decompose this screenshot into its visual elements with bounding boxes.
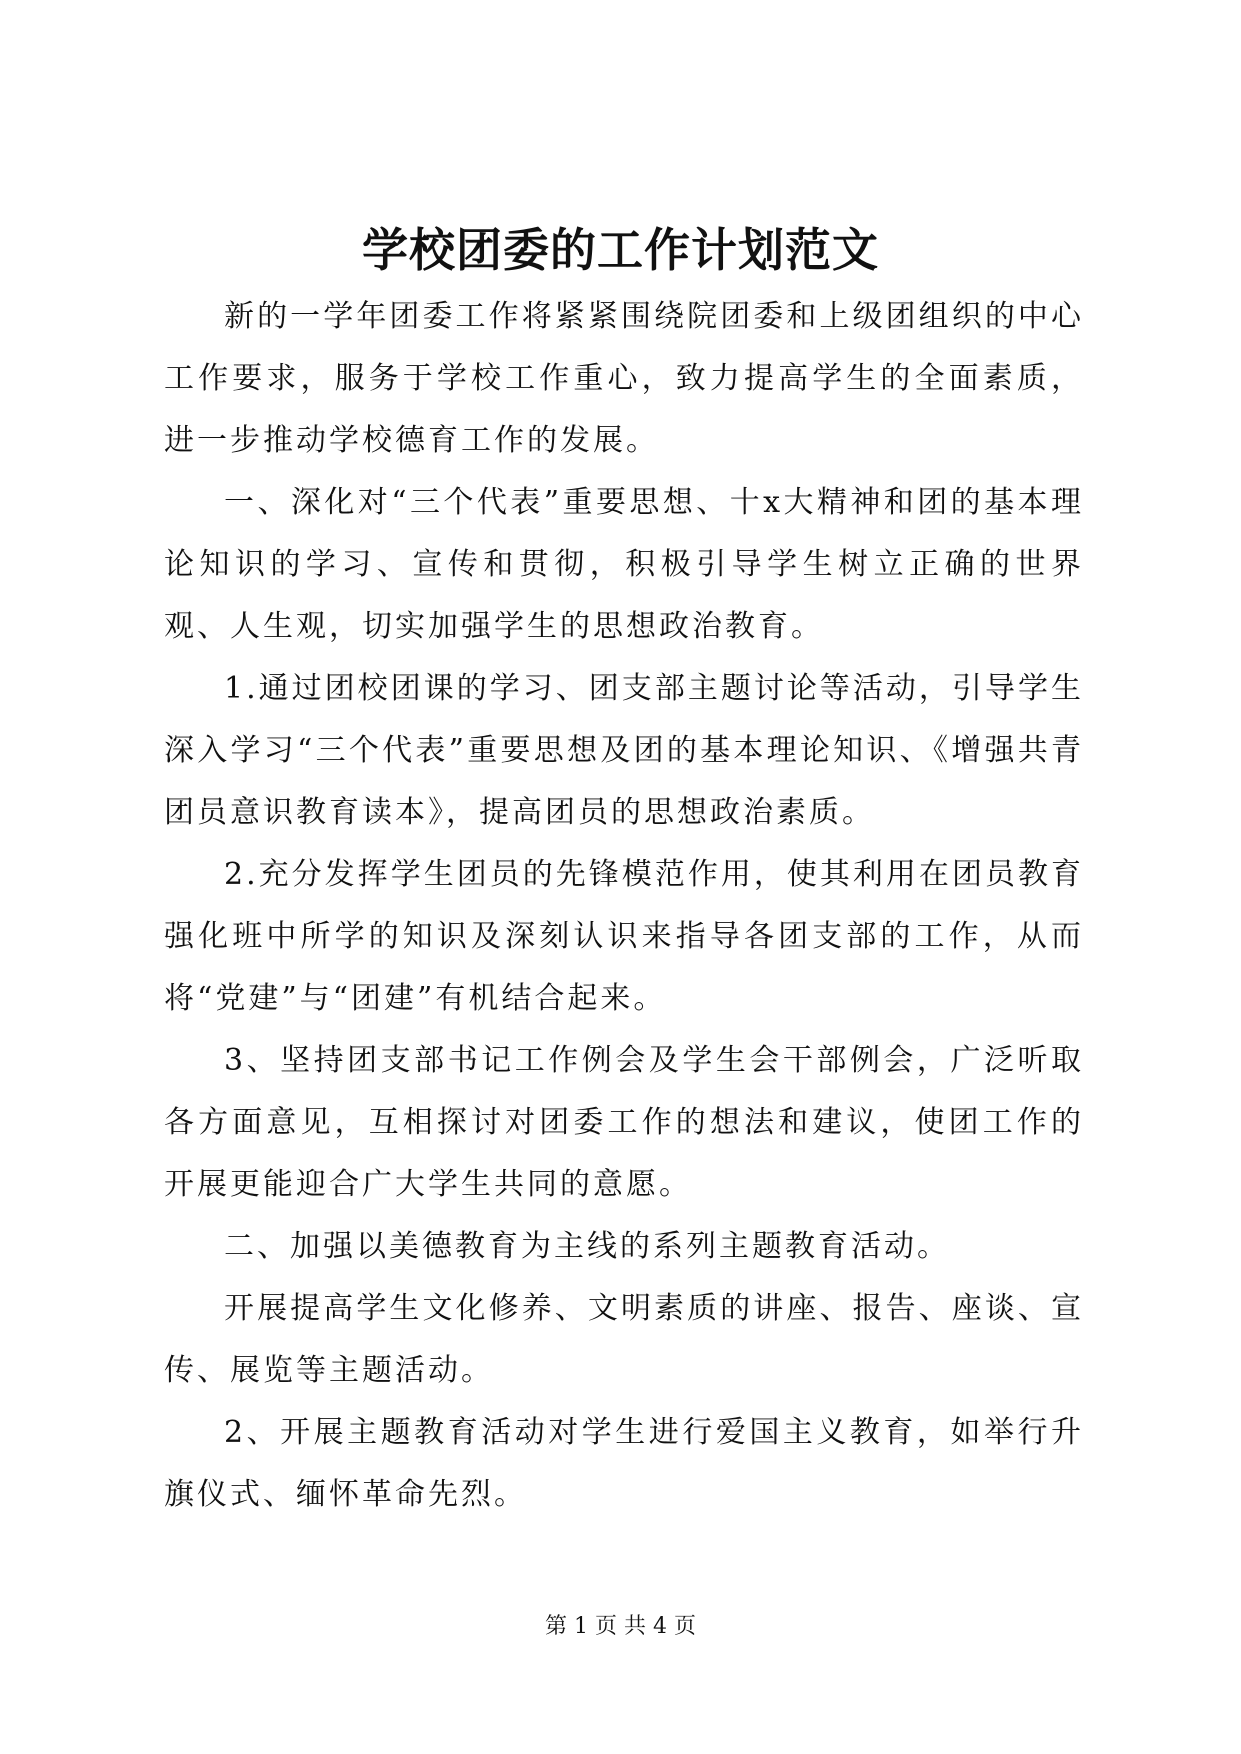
paragraph-item-1-2: 2.充分发挥学生团员的先锋模范作用，使其利用在团员教育强化班中所学的知识及深刻认识来指导各团支部的工作，从而将“党建”与“团建”有机结合起来。 [164,857,1084,1016]
paragraph-item-2-1: 开展提高学生文化修养、文明素质的讲座、报告、座谈、宣传、展览等主题活动。 [164,1291,1084,1388]
paragraph-item-1-3: 3、坚持团支部书记工作例会及学生会干部例会，广泛听取各方面意见，互相探讨对团委工作的想法和建议，使团工作的开展更能迎合广大学生共同的意愿。 [164,1043,1084,1202]
document-title: 学校团委的工作计划范文 [362,223,879,277]
paragraph-item-1-1: 1.通过团校团课的学习、团支部主题讨论等活动，引导学生深入学习“三个代表”重要思想及团的基本理论知识、《增强共青团员意识教育读本》，提高团员的思想政治素质。 [164,671,1084,830]
document-body [164,286,1084,1526]
paragraph-item-2-2: 2、开展主题教育活动对学生进行爱国主义教育，如举行升旗仪式、缅怀革命先烈。 [164,1415,1084,1512]
page-number-footer: 第 1 页 共 4 页 [545,1614,696,1639]
paragraph-section-2: 二、加强以美德教育为主线的系列主题教育活动。 [224,1229,950,1264]
paragraph-intro: 新的一学年团委工作将紧紧围绕院团委和上级团组织的中心工作要求，服务于学校工作重心，致力提高学生的全面素质，进一步推动学校德育工作的发展。 [164,299,1084,458]
paragraph-section-1: 一、深化对“三个代表”重要思想、十x大精神和团的基本理论知识的学习、宣传和贯彻，积极引导学生树立正确的世界观、人生观，切实加强学生的思想政治教育。 [164,485,1084,644]
